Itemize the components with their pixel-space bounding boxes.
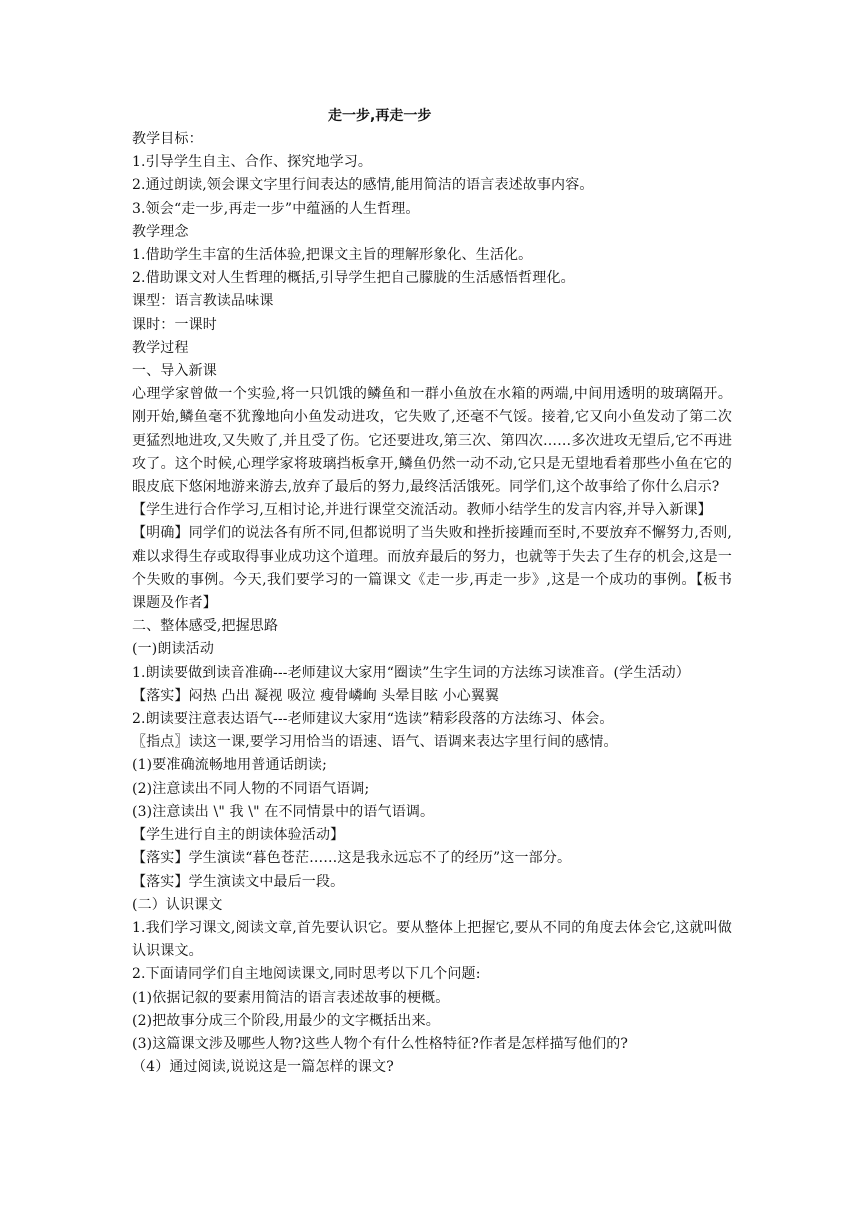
document-paragraph: 【落实】学生演读文中最后一段。: [132, 873, 345, 890]
document-paragraph: （4）通过阅读,说说这是一篇怎样的课文?: [132, 1059, 394, 1076]
document-paragraph: 课时：一课时: [132, 316, 217, 333]
document-paragraph: (1)依据记叙的要素用简洁的语言表述故事的梗概。: [132, 989, 450, 1006]
document-paragraph: 3.领会“走一步,再走一步”中蕴涵的人生哲理。: [132, 200, 420, 217]
document-paragraph: (2)注意读出不同人物的不同语气语调;: [132, 780, 370, 797]
document-paragraph: 2.下面请同学们自主地阅读课文,同时思考以下几个问题:: [132, 966, 481, 983]
document-paragraph: 1.引导学生自主、合作、探究地学习。: [132, 154, 373, 171]
document-paragraph: (3)注意读出 \" 我 \" 在不同情景中的语气语调。: [132, 803, 435, 820]
document-paragraph: 1.朗读要做到读音准确---老师建议大家用“圈读”生字生词的方法练习读准音。(学生活动）: [132, 664, 690, 681]
document-paragraph: 二、整体感受,把握思路: [132, 618, 279, 635]
document-paragraph: 2.通过朗读,领会课文字里行间表达的感情,能用简洁的语言表述故事内容。: [132, 177, 594, 194]
document-paragraph: (二）认识课文: [132, 896, 223, 913]
document-paragraph: (一)朗读活动: [132, 641, 214, 658]
document-paragraph: 【学生进行自主的朗读体验活动】: [132, 827, 345, 844]
document-paragraph: 教学过程: [132, 339, 189, 356]
document-paragraph: 课型：语言教读品味课: [132, 293, 274, 310]
document-paragraph: 1.借助学生丰富的生活体验,把课文主旨的理解形象化、生活化。: [132, 247, 533, 264]
document-paragraph: 2.朗读要注意表达语气---老师建议大家用“选读”精彩段落的方法练习、体会。: [132, 711, 614, 728]
document-paragraph: (2)把故事分成三个阶段,用最少的文字概括出来。: [132, 1012, 440, 1029]
document-paragraph: 【学生进行合作学习,互相讨论,并进行课堂交流活动。教师小结学生的发言内容,并导入新课】: [132, 502, 712, 519]
document-paragraph: 【落实】闷热 凸出 凝视 吸泣 瘦骨嶙峋 头晕目眩 小心翼翼: [132, 687, 500, 704]
document-paragraph: (3)这篇课文涉及哪些人物?这些人物个有什么性格特征?作者是怎样描写他们的?: [132, 1035, 629, 1052]
document-paragraph: 2.借助课文对人生哲理的概括,引导学生把自己朦胧的生活感悟哲理化。: [132, 270, 575, 287]
document-paragraph: 教学理念: [132, 223, 189, 240]
document-paragraph: 1.我们学习课文,阅读文章,首先要认识它。要从整体上把握它,要从不同的角度去体会它,这就叫做认识课文。: [132, 919, 732, 960]
document-paragraph: 【明确】同学们的说法各有所不同,但都说明了当失败和挫折接踵而至时,不要放弃不懈努力,否则,难以求得生存或取得事业成功这个道理。而放弃最后的努力，也就等于失去了生存的机会,这是一个失败的事例。今天,我们要学习的一篇课文《走一步,再走一步》,这是一个成功的事例。【板书课题及作者】: [132, 525, 732, 612]
document-paragraph: (1)要准确流畅地用普通话朗读;: [132, 757, 327, 774]
document-paragraph: 【落实】学生演读“暮色苍茫……这是我永远忘不了的经历”这一部分。: [132, 850, 572, 867]
document-paragraph: 一、导入新课: [132, 363, 217, 380]
document-paragraph: 心理学家曾做一个实验,将一只饥饿的鳞鱼和一群小鱼放在水箱的两端,中间用透明的玻璃隔开。刚开始,鳞鱼毫不犹豫地向小鱼发动进攻，它失败了,还毫不气馁。接着,它又向小鱼发动了第二次更猛烈地进攻,又失败了,并且受了伤。它还要进攻,第三次、第四次……多次进攻无望后,它不再进攻了。这个时候,心理学家将玻璃挡板拿开,鳞鱼仍然一动不动,它只是无望地看着那些小鱼在它的眼皮底下悠闲地游来游去,放弃了最后的努力,最终活活饿死。同学们,这个故事给了你什么启示?: [132, 386, 732, 496]
document-paragraph: 教学目标：: [132, 131, 203, 147]
document-body: [132, 128, 732, 1079]
document-paragraph: 〖指点〗读这一课,要学习用恰当的语速、语气、语调来表达字里行间的感情。: [132, 734, 618, 751]
document-title: 走一步,再走一步: [328, 108, 432, 124]
